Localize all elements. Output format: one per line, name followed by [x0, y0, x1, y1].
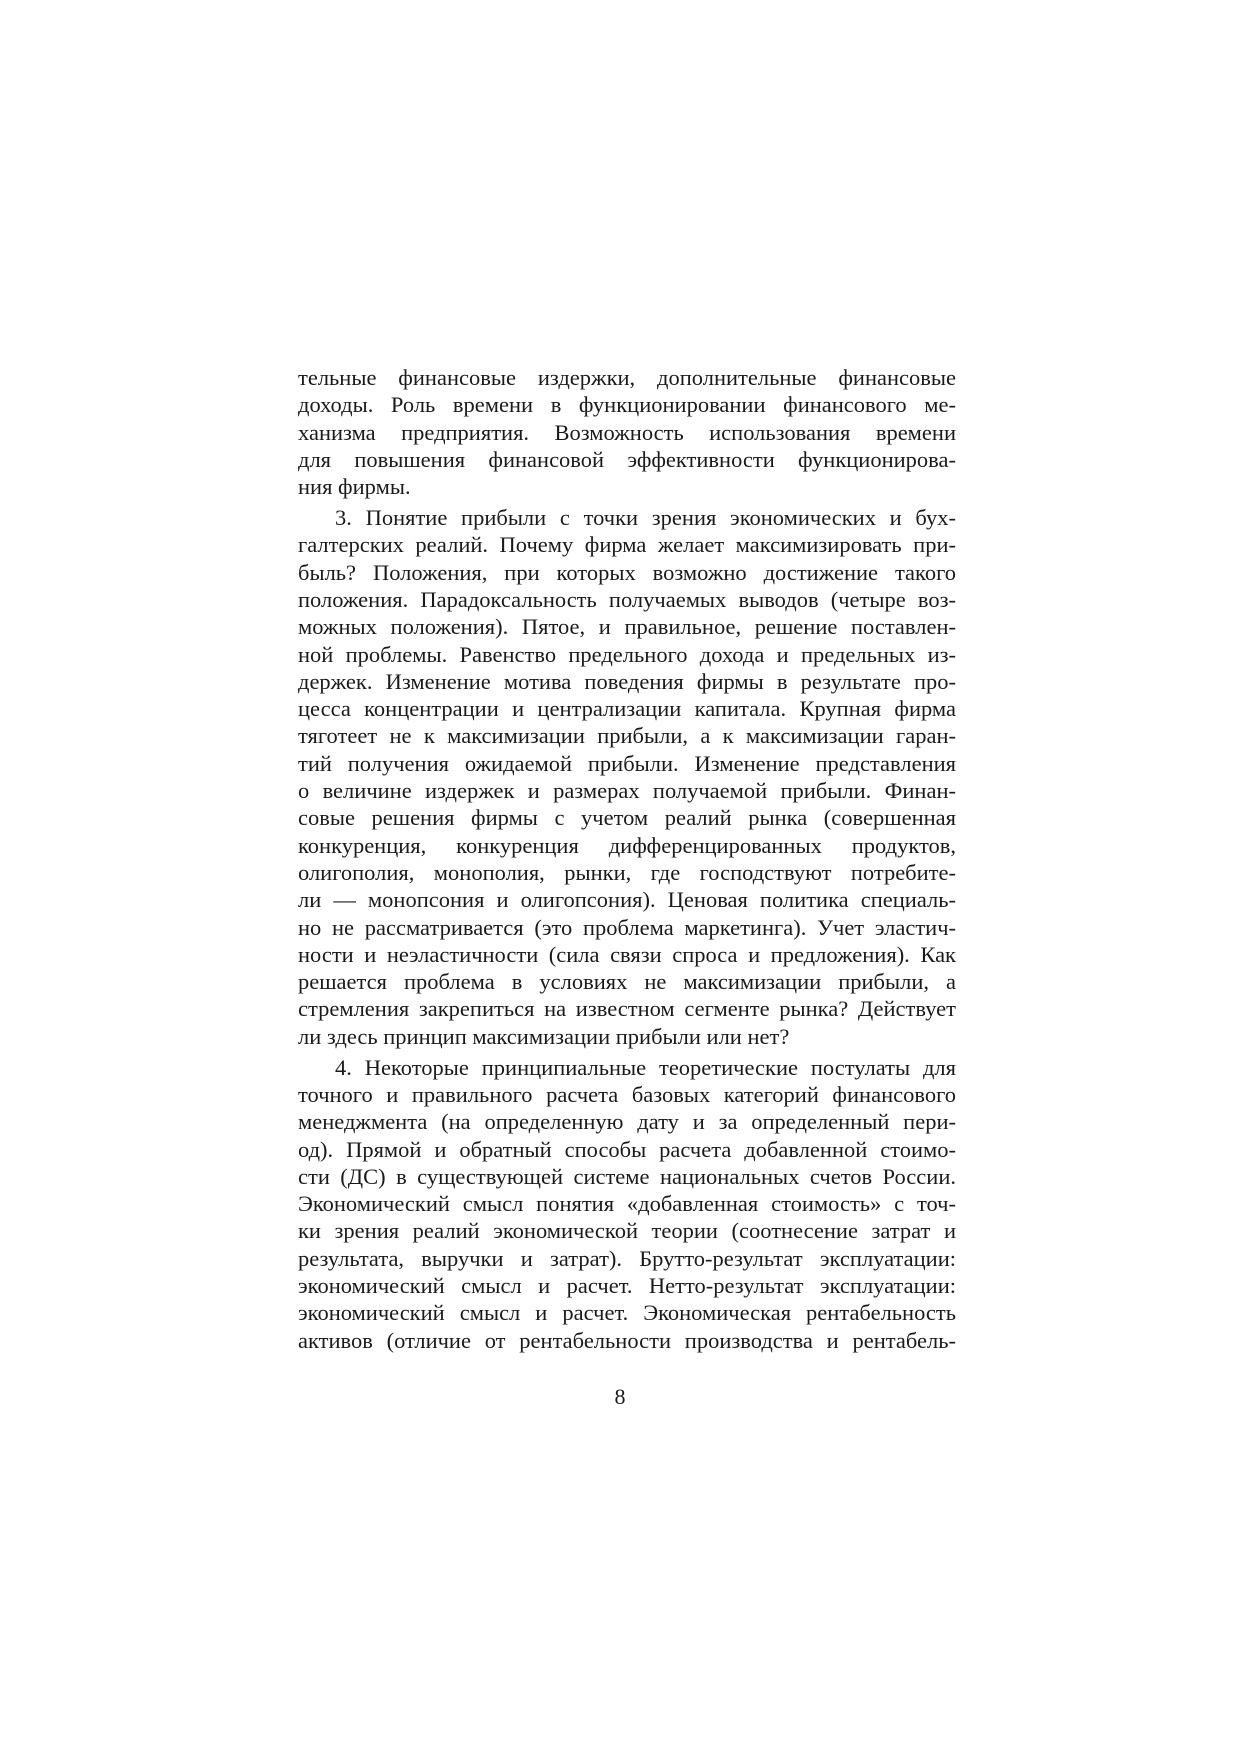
text-line: конкуренция, конкуренция дифференцированных продуктов, [298, 832, 956, 858]
text-line: ния фирмы. [298, 474, 411, 500]
text-line: 4. Некоторые принципиальные теоретические постулаты для [335, 1054, 956, 1080]
paragraph-item-3 [298, 504, 956, 1050]
body-text [298, 364, 956, 1357]
text-line: ной проблемы. Равенство предельного дохода и предельных из- [298, 641, 956, 667]
text-line: тий получения ожидаемой прибыли. Изменение представления [298, 750, 956, 776]
text-line: ности и неэластичности (сила связи спроса и предложения). Как [298, 941, 956, 967]
text-line: 3. Понятие прибыли с точки зрения экономических и бух- [335, 505, 956, 531]
text-line: стремления закрепиться на известном сегменте рынка? Действует [298, 996, 956, 1022]
text-line: ли здесь принцип максимизации прибыли или нет? [298, 1023, 790, 1049]
text-line: положения. Парадоксальность получаемых выводов (четыре воз- [298, 586, 956, 612]
paragraph-item-4 [298, 1054, 956, 1354]
text-line: для повышения финансовой эффективности функционирова- [298, 446, 956, 472]
text-line: ханизма предприятия. Возможность использования времени [298, 419, 956, 445]
text-line: результата, выручки и затрат). Брутто-результат эксплуатации: [298, 1245, 956, 1271]
text-line: тяготеет не к максимизации прибыли, а к максимизации гаран- [298, 723, 956, 749]
text-line: экономический смысл и расчет. Экономическая рентабельность [298, 1300, 956, 1326]
text-line: ки зрения реалий экономической теории (соотнесение затрат и [298, 1218, 956, 1244]
text-line: цесса концентрации и централизации капитала. Крупная фирма [298, 696, 956, 722]
text-line: Экономический смысл понятия «добавленная стоимость» с точ- [298, 1191, 956, 1217]
text-line: держек. Изменение мотива поведения фирмы в результате про- [298, 668, 956, 694]
text-line: тельные финансовые издержки, дополнительные финансовые [298, 365, 956, 390]
text-line: экономический смысл и расчет. Нетто-результат эксплуатации: [298, 1272, 956, 1298]
text-line: о величине издержек и размерах получаемой прибыли. Финан- [298, 778, 956, 804]
text-line: менеджмента (на определенную дату и за определенный пери- [298, 1109, 956, 1135]
text-line: быль? Положения, при которых возможно достижение такого [298, 559, 956, 585]
text-line: решается проблема в условиях не максимизации прибыли, а [298, 969, 956, 995]
text-line: олигополия, монополия, рынки, где господствуют потребите- [298, 859, 956, 885]
text-line: сти (ДС) в существующей системе национальных счетов России. [298, 1163, 956, 1189]
text-line: точного и правильного расчета базовых категорий финансового [298, 1081, 956, 1107]
page-number: 8 [614, 1384, 626, 1409]
text-line: но не рассматривается (это проблема маркетинга). Учет эластич- [298, 914, 956, 940]
text-line: доходы. Роль времени в функционировании финансового ме- [298, 392, 956, 418]
text-line: можных положения). Пятое, и правильное, решение поставлен- [298, 614, 956, 640]
text-line: ли — монопсония и олигопсония). Ценовая политика специаль- [298, 887, 956, 913]
text-line: галтерских реалий. Почему фирма желает максимизировать при- [298, 532, 956, 558]
text-line: од). Прямой и обратный способы расчета добавленной стоимо- [298, 1136, 956, 1162]
text-line: совые решения фирмы с учетом реалий рынка (совершенная [298, 805, 956, 831]
paragraph-continuation [298, 364, 956, 500]
text-line: активов (отличие от рентабельности производства и рентабель- [298, 1327, 956, 1353]
